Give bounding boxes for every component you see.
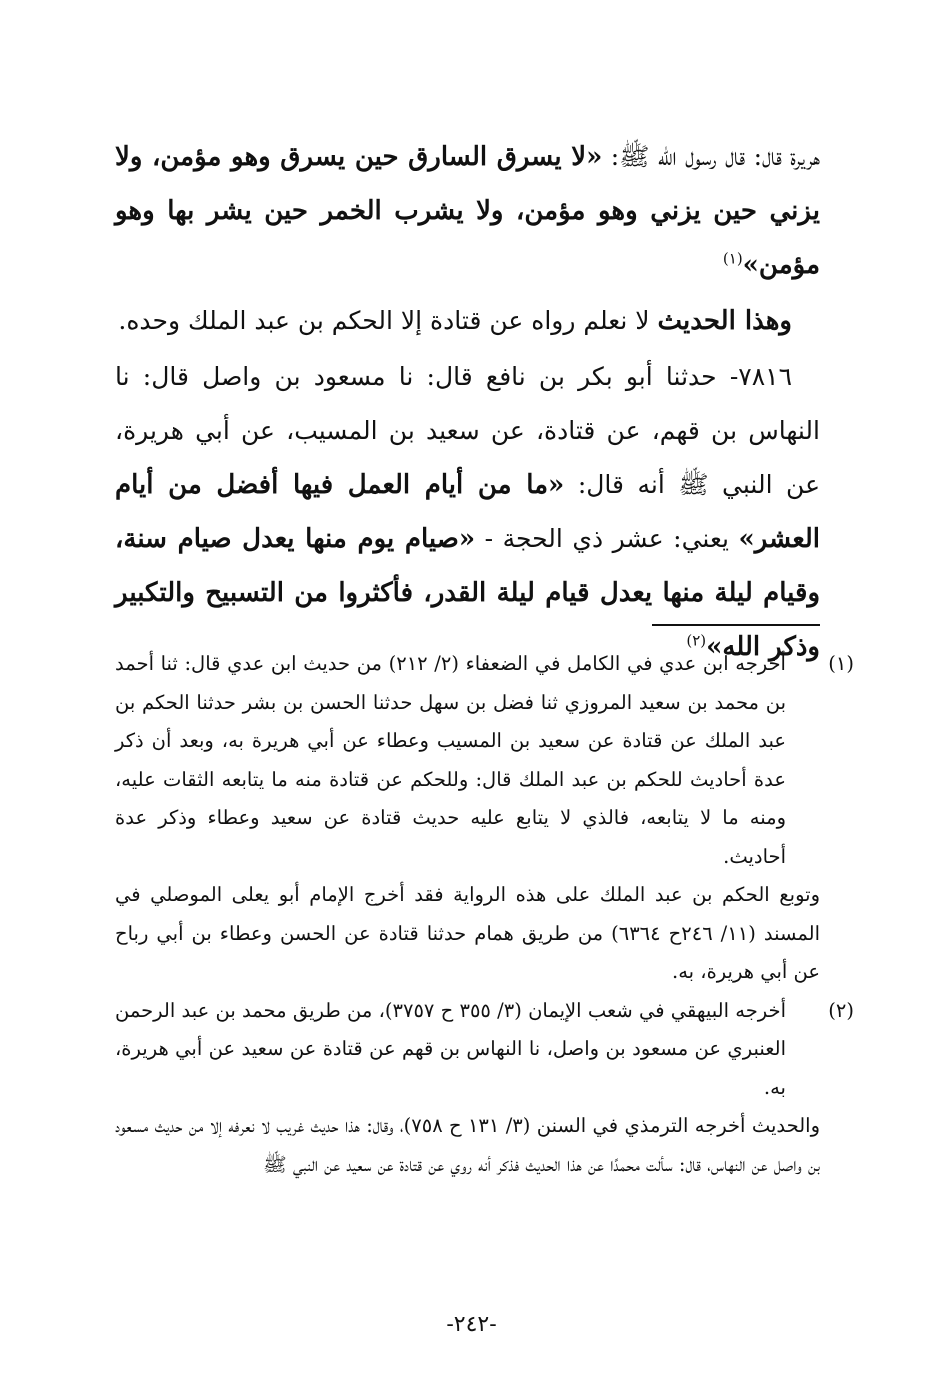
footnote-2-number: (٢) (828, 998, 854, 1022)
hadith-text: «لا يسرق السارق حين يسرق وهو مؤمن، ولا يزني حين يزني وهو مؤمن، ولا يشرب الخمر حين يشر بها وهو مؤمن» (115, 142, 820, 280)
footnotes (115, 645, 854, 1184)
hadith-text-part-1: «ما من أيام العمل فيها أفضل من أيام العشر» (115, 470, 821, 554)
footnote-2 (115, 992, 854, 1108)
comment-text: لا نعلم رواه عن قتادة إلا الحكم بن عبد الملك وحده. (118, 306, 658, 335)
footnote-1 (115, 645, 854, 876)
footnote-2-text: أخرجه البيهقي في شعب الإيمان (٣/ ٣٥٥ ح ٣٧٥٧)، من طريق محمد بن عبد الرحمن العنبري عن مسعود بن واصل، نا النهاس بن قهم عن قتادة عن سعيد عن أبي هريرة، به. (115, 998, 786, 1099)
explanation-text: يعني: عشر ذي الحجة - (475, 524, 739, 553)
narration-intro: هريرة قال: قال رسول الله ﷺ: (602, 142, 820, 171)
footnote-ref-2[interactable]: (٢) (686, 631, 707, 650)
footnote-1-number: (١) (828, 652, 854, 675)
hadith-text-part-2: «صيام يوم منها يعدل صيام سنة، وقيام ليلة منها يعدل قيام ليلة القدر، فأكثروا من التسبيح والتكبير وذكر الله» (115, 524, 820, 662)
footnote-1-text: أخرجه ابن عدي في الكامل في الضعفاء (٢/ ٢١٢) من حديث ابن عدي قال: ثنا أحمد بن محمد بن سعيد المروزي ثنا فضل بن سهل حدثنا الحسن بن بشر حدثنا الحكم بن عبد الملك عن قتادة عن سعيد بن المسيب وعطاء عن أبي هريرة به، وبعد أن ذكر عدة أحاديث للحكم بن عبد الملك قال: وللحكم عن قتادة منه ما يتابعه الثقات عليه، ومنه ما لا يتابعه، فالذي لا يتابع عليه حديث قتادة عن سعيد وعطاء وذكر عدة أحاديث. (115, 652, 786, 868)
isnad-text: ٧٨١٦- حدثنا أبو بكر بن نافع قال: نا مسعود بن واصل قال: نا النهاس بن قهم، عن قتادة، عن سعيد بن المسيب، عن أبي هريرة، عن النبي ﷺ أنه قال: (115, 362, 820, 499)
footnote-2-continuation: والحديث أخرجه الترمذي في السنن (٣/ ١٣١ ح ٧٥٨)، وقال: هذا حديث غريب لا نعرفه إلا من حديث مسعود بن واصل عن النهاس، قال: سألت محمدًا عن هذا الحديث فذكر أنه روي عن قتادة عن سعيد عن النبي ﷺ (115, 1114, 820, 1176)
main-text (115, 128, 820, 674)
footnote-separator (652, 624, 820, 626)
comment-lead: وهذا الحديث (657, 306, 792, 336)
page-number: -٢٤٢- (446, 1312, 497, 1337)
footnote-ref-1[interactable]: (١) (722, 249, 743, 268)
hadith-paragraph-1 (115, 130, 820, 292)
footnote-1-continuation: وتوبع الحكم بن عبد الملك على هذه الرواية فقد أخرج الإمام أبو يعلى الموصلي في المسند (١١/ ٢٤٦ح ٦٣٦٤) من طريق همام حدثنا قتادة عن الحسن وعطاء بن أبي رباح عن أبي هريرة، به. (115, 883, 820, 983)
comment-paragraph (115, 294, 820, 348)
